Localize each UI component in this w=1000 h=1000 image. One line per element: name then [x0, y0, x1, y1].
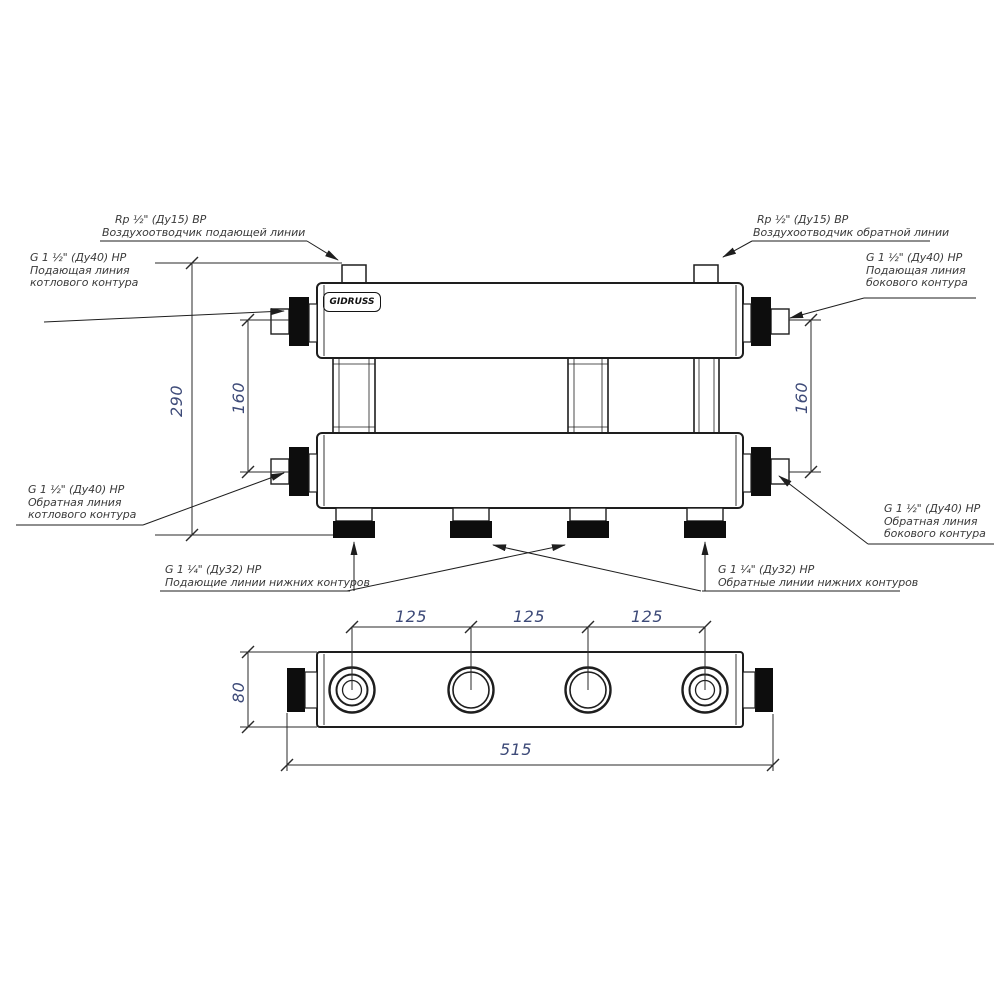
plan-fitting-right — [743, 668, 773, 712]
callout-line: Обратная линия — [28, 495, 122, 509]
dimension-value-515: 515 — [499, 740, 533, 759]
brand-logo: GIDRUSS — [323, 292, 381, 312]
callout-line: G 1 ¼" (Ду32) НР — [165, 563, 262, 576]
dimension-value-125-2: 125 — [512, 607, 546, 626]
connector-pipe-left — [333, 358, 375, 433]
plan-body — [317, 652, 743, 727]
connector-pipe-right — [694, 358, 719, 433]
air-vent-stub-right — [694, 265, 718, 283]
callout-line: Подающие линии нижних контуров — [165, 575, 370, 589]
callout-boiler-return — [28, 484, 136, 522]
bottom-port-3 — [567, 508, 609, 538]
leader-side-supply — [790, 298, 976, 318]
callout-line: G 1 ½" (Ду40) НР — [866, 251, 963, 264]
plan-view — [287, 652, 773, 727]
callout-line: бокового контура — [866, 276, 968, 290]
callout-line: котлового контура — [28, 508, 137, 522]
bottom-manifold-body — [317, 433, 743, 508]
callout-side-return — [884, 503, 986, 541]
dimension-value-125-3: 125 — [630, 607, 664, 626]
callout-line: Обратная линия — [884, 514, 978, 528]
callout-line: котлового контура — [30, 276, 139, 290]
air-vent-stub-left — [342, 265, 366, 283]
side-port-fitting-top-left — [271, 297, 317, 346]
callout-vent-return — [753, 214, 949, 239]
callout-side-supply — [866, 252, 968, 290]
callout-line: Воздухоотводчик подающей линии — [102, 225, 306, 239]
dimension-value-160-left: 160 — [229, 381, 248, 414]
callout-line: G 1 ½" (Ду40) НР — [884, 502, 981, 515]
bottom-port-1 — [333, 508, 375, 538]
callout-line: Rp ½" (Ду15) ВР — [115, 213, 207, 226]
callout-lower-supply — [165, 564, 370, 589]
callout-line: G 1 ½" (Ду40) НР — [30, 251, 127, 264]
dimension-value-80: 80 — [229, 681, 248, 703]
callout-line: G 1 ½" (Ду40) НР — [28, 483, 125, 496]
callout-line: бокового контура — [884, 527, 986, 541]
dimension-value-125-1: 125 — [394, 607, 428, 626]
callout-lower-return — [718, 564, 918, 589]
callout-line: Rp ½" (Ду15) ВР — [757, 213, 849, 226]
callout-vent-supply — [102, 214, 305, 239]
callout-boiler-supply — [30, 252, 138, 290]
plan-fitting-left — [287, 668, 317, 712]
bottom-port-4 — [684, 508, 726, 538]
callout-line: Подающая линия — [866, 263, 966, 277]
callout-line: Подающая линия — [30, 263, 130, 277]
top-manifold-body — [317, 283, 743, 358]
callout-line: Воздухоотводчик обратной линии — [753, 225, 950, 239]
side-port-fitting-bottom-right — [743, 447, 789, 496]
connector-pipe-middle — [568, 358, 608, 433]
callout-line: G 1 ¼" (Ду32) НР — [718, 563, 815, 576]
dimension-value-290: 290 — [167, 384, 186, 417]
callout-line: Обратные линии нижних контуров — [718, 575, 919, 589]
dimension-value-160-right: 160 — [792, 381, 811, 414]
side-port-fitting-top-right — [743, 297, 789, 346]
bottom-port-2 — [450, 508, 492, 538]
